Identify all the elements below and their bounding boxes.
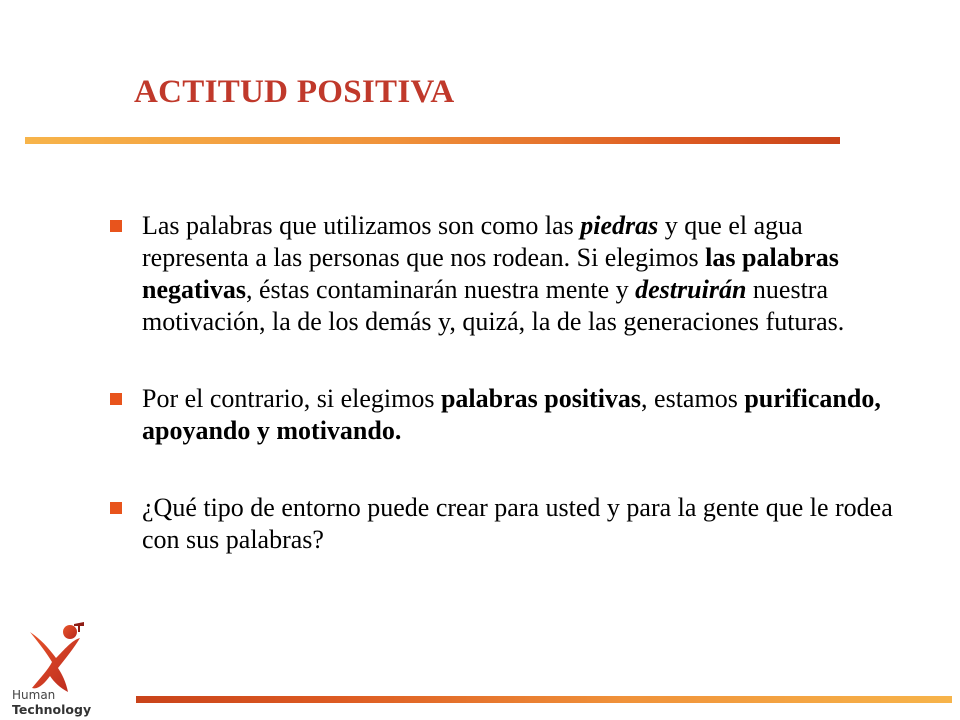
square-bullet-icon bbox=[110, 393, 122, 405]
emphasis-purificando: purificando, apoyando y motivando. bbox=[142, 384, 881, 445]
text-run: Por el contrario, si elegimos bbox=[142, 384, 441, 413]
top-divider bbox=[25, 137, 840, 144]
text-run: , éstas contaminarán nuestra mente y bbox=[246, 275, 636, 304]
logo-line-technology: Technology bbox=[12, 702, 92, 717]
bullet-text bbox=[142, 384, 881, 445]
text-run: Las palabras que utilizamos son como las bbox=[142, 211, 581, 240]
bullet-text: ¿Qué tipo de entorno puede crear para usted y para la gente que le rodea con sus palabras? bbox=[142, 493, 893, 554]
bullet-item bbox=[108, 492, 908, 556]
bottom-divider bbox=[136, 696, 952, 703]
logo-line-human: Human bbox=[12, 688, 56, 702]
bullet-item bbox=[108, 383, 908, 447]
text-run: nuestra motivación, la de los demás y, quizá, la de las generaciones futuras. bbox=[142, 275, 845, 336]
square-bullet-icon bbox=[110, 220, 122, 232]
bullet-list bbox=[108, 210, 908, 556]
text-run: y que el agua representa a las personas que nos rodean. Si elegimos bbox=[142, 211, 803, 272]
slide-title: ACTITUD POSITIVA bbox=[134, 74, 455, 110]
square-bullet-icon bbox=[110, 502, 122, 514]
emphasis-piedras: piedras bbox=[580, 211, 659, 240]
emphasis-palabras-negativas: las palabras negativas bbox=[142, 243, 839, 304]
emphasis-destruiran: destruirán bbox=[635, 275, 747, 304]
emphasis-palabras-positivas: palabras positivas bbox=[440, 384, 642, 413]
bullet-text bbox=[142, 211, 844, 336]
bullet-item bbox=[108, 210, 908, 338]
text-run: , estamos bbox=[641, 384, 745, 413]
